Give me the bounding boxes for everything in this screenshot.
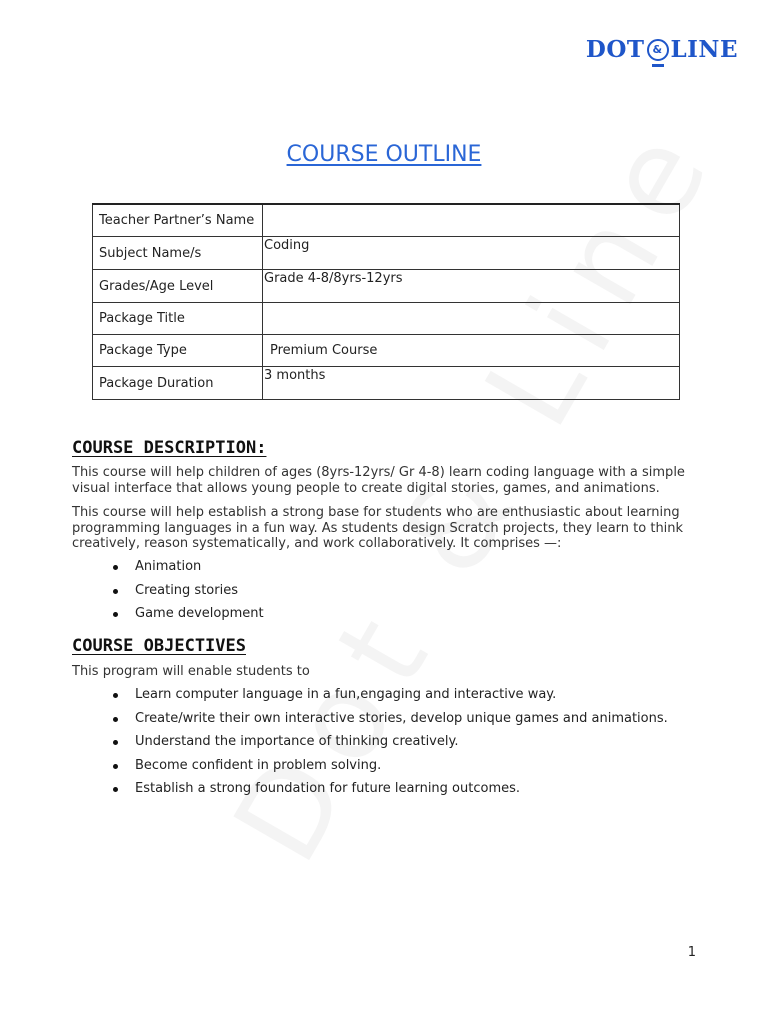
- list-item: Creating stories: [110, 583, 264, 607]
- table-value-cell: Grade 4-8/8yrs-12yrs: [263, 270, 680, 303]
- description-bullet-list: [110, 559, 264, 630]
- table-value-cell: [263, 303, 680, 335]
- table-label-cell: Package Title: [93, 303, 263, 335]
- course-description-heading: COURSE DESCRIPTION:: [72, 438, 267, 458]
- objectives-intro: This program will enable students to: [72, 664, 310, 679]
- list-item: Become confident in problem solving.: [110, 758, 668, 782]
- table-value-cell: Premium Course: [263, 335, 680, 367]
- list-item: Create/write their own interactive stories, develop unique games and animations.: [110, 711, 668, 735]
- table-row: [93, 270, 680, 303]
- dot-and-line-logo: [586, 36, 738, 63]
- table-value-cell: [263, 204, 680, 237]
- page-number: 1: [687, 945, 696, 960]
- table-row: [93, 335, 680, 367]
- course-objectives-heading: COURSE OBJECTIVES: [72, 636, 246, 656]
- logo-text-right: LINE: [670, 36, 738, 63]
- table-row: [93, 204, 680, 237]
- description-paragraph-1: This course will help children of ages (8yrs-12yrs/ Gr 4-8) learn coding language with a simple visual interface that allows young people to create digital stories, games, and animations.: [72, 465, 685, 496]
- description-paragraph-2: This course will help establish a strong base for students who are enthusiastic about learning programming languages in a fun way. As students design Scratch projects, they learn to think creatively, reason systematically, and work collaboratively. It comprises —:: [72, 505, 684, 551]
- list-item: Establish a strong foundation for future learning outcomes.: [110, 781, 668, 805]
- list-item: Understand the importance of thinking creatively.: [110, 734, 668, 758]
- table-label-cell: Package Duration: [93, 367, 263, 400]
- table-row: [93, 303, 680, 335]
- table-label-cell: Grades/Age Level: [93, 270, 263, 303]
- table-value-cell: Coding: [263, 237, 680, 270]
- list-item: Learn computer language in a fun,engaging and interactive way.: [110, 687, 668, 711]
- table-label-cell: Teacher Partner’s Name: [93, 204, 263, 237]
- table-label-cell: Package Type: [93, 335, 263, 367]
- table-row: [93, 237, 680, 270]
- table-row: [93, 367, 680, 400]
- list-item: Game development: [110, 606, 264, 630]
- course-info-table: [92, 203, 680, 400]
- table-label-cell: Subject Name/s: [93, 237, 263, 270]
- table-value-cell: 3 months: [263, 367, 680, 400]
- logo-text-left: DOT: [585, 36, 645, 63]
- page-title: COURSE OUTLINE: [286, 142, 482, 167]
- list-item: Animation: [110, 559, 264, 583]
- logo-ampersand-icon: &: [647, 39, 669, 61]
- objectives-bullet-list: [110, 687, 668, 805]
